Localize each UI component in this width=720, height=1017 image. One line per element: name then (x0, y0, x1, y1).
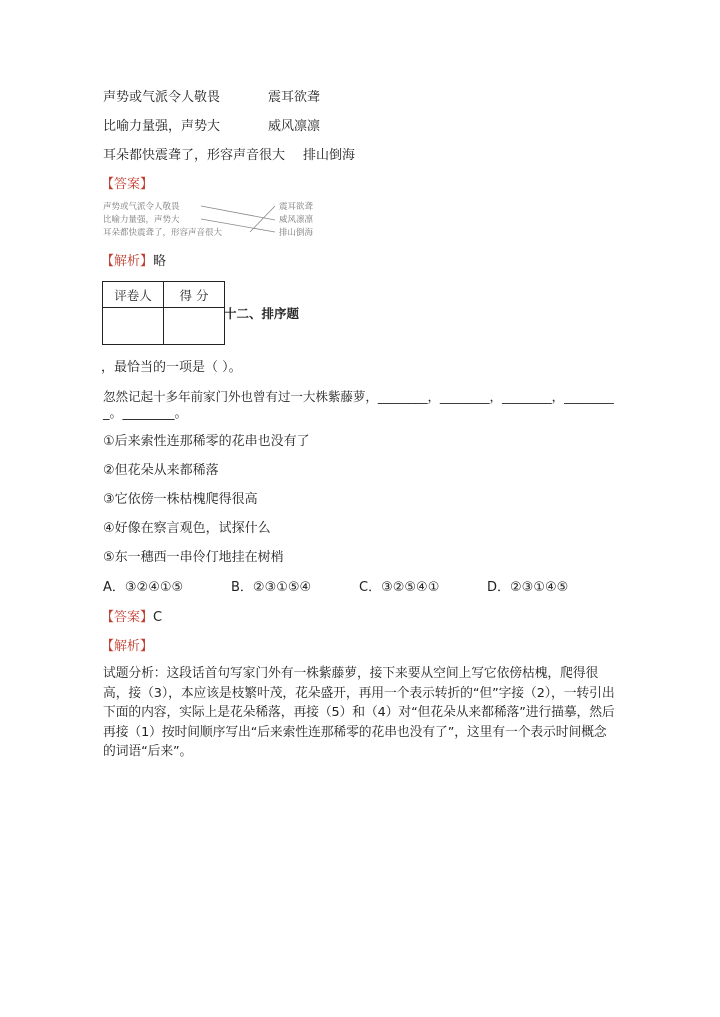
matching-left-3: 耳朵都快震聋了，形容声音很大 (103, 148, 286, 163)
matching-right-1: 震耳欲聋 (268, 90, 321, 105)
answer-image-left-2: 比喻力量强，声势大 (103, 215, 180, 225)
score-table (102, 281, 225, 345)
matching-left-1: 声势或气派令人敬畏 (103, 90, 221, 105)
score-table-grader-header: 评卷人 (103, 282, 164, 308)
matching-left-2: 比喻力量强，声势大 (103, 119, 221, 134)
choice-b: B．②③①⑤④ (231, 580, 312, 595)
option-1: ①后来索性连那稀零的花串也没有了 (103, 434, 310, 449)
answer-image-right-1: 震耳欲聋 (279, 202, 314, 212)
answer-image-left-3: 耳朵都快震聋了，形容声音很大 (103, 228, 223, 238)
answer-label: 【答案】 (101, 177, 154, 192)
analysis-2-label: 【解析】 (101, 639, 154, 654)
score-table-grader-cell (103, 308, 164, 345)
choice-c: C．③②⑤④① (359, 580, 440, 595)
answer-matching-image (103, 198, 328, 242)
score-table-score-header: 得 分 (164, 282, 225, 308)
answer-2-label: 【答案】 (101, 610, 154, 625)
answer-2 (101, 606, 162, 625)
answer-image-right-2: 威风凛凛 (279, 215, 314, 225)
question-line-1: 忽然记起十多年前家门外也曾有过一大株紫藤萝，________，________，________，________ (103, 389, 614, 404)
choice-d: D．②③①④⑤ (487, 580, 569, 595)
analysis-label: 【解析】 (101, 254, 154, 269)
option-3: ③它依傍一株枯槐爬得很高 (103, 492, 258, 507)
analysis-text: 略 (153, 254, 167, 269)
answer-image-right-3: 排山倒海 (279, 228, 314, 238)
question-intro: ，最恰当的一项是（ ）。 (101, 360, 242, 375)
analysis-2-text: 试题分析：这段话首句写家门外有一株紫藤萝，接下来要从空间上写它依傍枯槐，爬得很高，接（3），本应该是枝繁叶茂，花朵盛开，再用一个表示转折的“但”字接（2），一转引出下面的内容，实际上是花朵稀落，再接（5）和（4）对“但花朵从来都稀落”进行描摹，然后再接（1）按时间顺序写出“后来索性连那稀零的花串也没有了”，这里有一个表示时间概念的词语“后来”。 (103, 666, 615, 759)
analysis-1 (101, 250, 166, 269)
option-2: ②但花朵从来都稀落 (103, 463, 219, 478)
question-line-2: _。________。 (103, 406, 188, 421)
matching-right-2: 威风凛凛 (268, 119, 321, 134)
score-table-score-cell (164, 308, 225, 345)
choice-a: A．③②④①⑤ (103, 580, 184, 595)
option-4: ④好像在察言观色，试探什么 (103, 521, 271, 536)
matching-right-3: 排山倒海 (303, 148, 356, 163)
section-title: 十二、排序题 (224, 306, 300, 321)
answer-2-value: C (153, 610, 163, 625)
answer-image-left-1: 声势或气派令人敬畏 (103, 202, 180, 212)
option-5: ⑤东一穗西一串伶仃地挂在树梢 (103, 550, 284, 565)
